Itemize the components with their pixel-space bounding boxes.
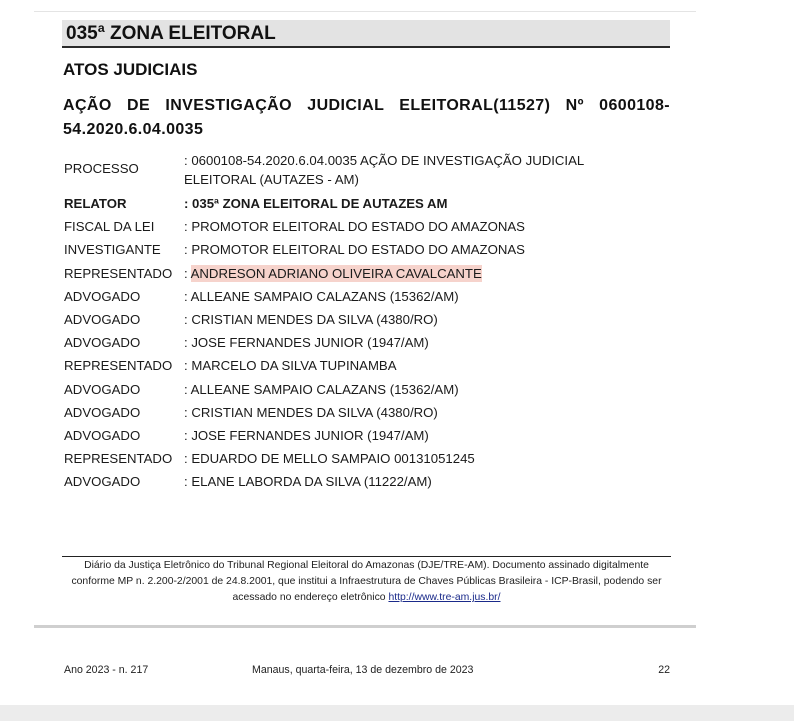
footnote-text: Diário da Justiça Eletrônico do Tribunal Regional Eleitoral do Amazonas (DJE/TRE-AM). Documento assinado digitalmente conforme MP n. 2.200-2/2001 de 24.8.2001, que institui a Infraestrutura de Chaves Públicas Brasileira - ICP-Brasil, podendo ser acessado no endereço eletrônico [71, 560, 662, 603]
party-label: PROCESSO [64, 161, 139, 176]
party-value: : ALLEANE SAMPAIO CALAZANS (15362/AM) [184, 288, 459, 304]
party-label: ADVOGADO [64, 404, 141, 420]
party-row [64, 215, 674, 238]
party-value: : PROMOTOR ELEITORAL DO ESTADO DO AMAZONAS [184, 219, 525, 235]
party-label: INVESTIGANTE [64, 242, 161, 258]
party-value: : PROMOTOR ELEITORAL DO ESTADO DO AMAZONAS [184, 242, 525, 258]
footnote-rule [62, 556, 671, 557]
party-row-highlighted [64, 262, 674, 285]
next-page-edge [0, 705, 794, 721]
party-label: ADVOGADO [64, 288, 141, 304]
party-label: FISCAL DA LEI [64, 219, 155, 235]
party-label: ADVOGADO [64, 381, 141, 397]
party-row [64, 308, 674, 331]
party-row [64, 354, 674, 377]
party-row [64, 238, 674, 261]
party-label: ADVOGADO [64, 311, 141, 327]
top-rule [34, 11, 696, 12]
case-title: AÇÃO DE INVESTIGAÇÃO JUDICIAL ELEITORAL(11527) Nº 0600108-54.2020.6.04.0035 [63, 97, 670, 138]
party-row-processo [64, 150, 674, 192]
party-row [64, 470, 674, 493]
party-value: : JOSE FERNANDES JUNIOR (1947/AM) [184, 427, 429, 443]
party-row [64, 378, 674, 401]
footer-city-date: Manaus, quarta-feira, 13 de dezembro de 2023 [252, 664, 474, 676]
zone-header: 035ª ZONA ELEITORAL [62, 20, 670, 48]
party-label: REPRESENTADO [64, 451, 173, 467]
party-label: REPRESENTADO [64, 265, 173, 281]
page-separator [34, 625, 696, 628]
party-row [64, 447, 674, 470]
party-value: : 035ª ZONA ELEITORAL DE AUTAZES AM [184, 196, 448, 211]
party-separator: : [184, 265, 191, 281]
footer-page-number: 22 [658, 664, 670, 676]
party-label: ADVOGADO [64, 474, 141, 490]
party-label: ADVOGADO [64, 335, 141, 351]
party-value: : CRISTIAN MENDES DA SILVA (4380/RO) [184, 404, 438, 420]
party-row-relator [64, 192, 674, 215]
party-value: : MARCELO DA SILVA TUPINAMBA [184, 358, 397, 374]
party-row [64, 285, 674, 308]
highlighted-name: ANDRESON ADRIANO OLIVEIRA CAVALCANTE [190, 265, 482, 281]
party-value: : 0600108-54.2020.6.04.0035 AÇÃO DE INVESTIGAÇÃO JUDICIAL ELEITORAL (AUTAZES - AM) [184, 153, 584, 187]
party-value: : ALLEANE SAMPAIO CALAZANS (15362/AM) [184, 381, 459, 397]
parties-list [64, 150, 674, 493]
footnote-link[interactable]: http://www.tre-am.jus.br/ [388, 592, 501, 603]
party-row [64, 331, 674, 354]
party-value [184, 262, 482, 285]
party-value: : JOSE FERNANDES JUNIOR (1947/AM) [184, 335, 429, 351]
party-label: REPRESENTADO [64, 358, 173, 374]
footnote [62, 558, 671, 606]
section-title: ATOS JUDICIAIS [63, 60, 198, 79]
party-label: RELATOR [64, 196, 127, 211]
footer-year: Ano 2023 - n. 217 [64, 664, 149, 676]
party-row [64, 401, 674, 424]
party-value: : EDUARDO DE MELLO SAMPAIO 00131051245 [184, 451, 475, 467]
party-value: : CRISTIAN MENDES DA SILVA (4380/RO) [184, 311, 438, 327]
party-value: : ELANE LABORDA DA SILVA (11222/AM) [184, 474, 432, 490]
party-row [64, 424, 674, 447]
party-label: ADVOGADO [64, 427, 141, 443]
